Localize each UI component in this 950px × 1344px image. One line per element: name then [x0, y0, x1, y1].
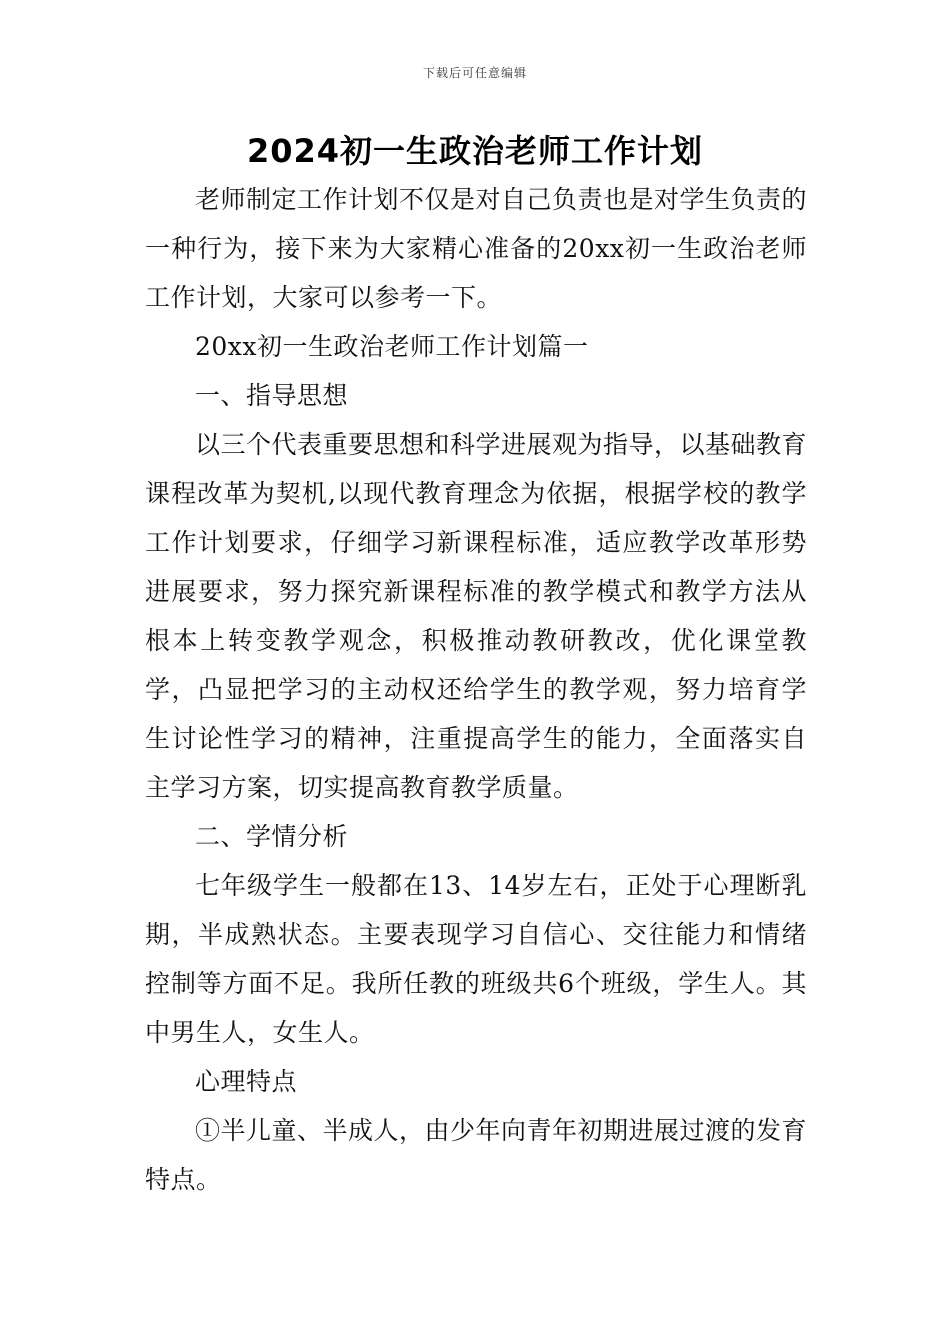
header-note: 下载后可任意编辑 — [422, 66, 527, 80]
section-title-part-one: 20xx初一生政治老师工作计划篇一 — [195, 332, 589, 361]
paragraph-guiding-ideology: 以三个代表重要思想和科学进展观为指导，以基础教育课程改革为契机,以现代教育理念为依据，根据学校的教学工作计划要求，仔细学习新课程标准，适应教学改革形势进展要求，努力探究新课程标准的教学模式和教学方法从根本上转变教学观念，积极推动教研教改，优化课堂教学，凸显把学习的主动权还给学生的教学观，努力培育学生讨论性学习的精神，注重提高学生的能力，全面落实自主学习方案，切实提高教育教学质量。 — [145, 430, 808, 802]
paragraph-psychological-trait-1: ①半儿童、半成人，由少年向青年初期进展过渡的发育特点。 — [145, 1116, 808, 1194]
intro-paragraph: 老师制定工作计划不仅是对自己负责也是对学生负责的一种行为，接下来为大家精心准备的20xx初一生政治老师工作计划，大家可以参考一下。 — [145, 185, 808, 312]
document-body — [145, 175, 807, 1204]
heading-student-analysis: 二、学情分析 — [195, 822, 349, 851]
paragraph-student-analysis: 七年级学生一般都在13、14岁左右，正处于心理断乳期，半成熟状态。主要表现学习自信心、交往能力和情绪控制等方面不足。我所任教的班级共6个班级，学生人。其中男生人，女生人。 — [145, 871, 807, 1047]
document-title: 2024初一生政治老师工作计划 — [246, 132, 704, 170]
heading-psychological-traits: 心理特点 — [195, 1067, 298, 1096]
heading-guiding-ideology: 一、指导思想 — [195, 381, 349, 410]
